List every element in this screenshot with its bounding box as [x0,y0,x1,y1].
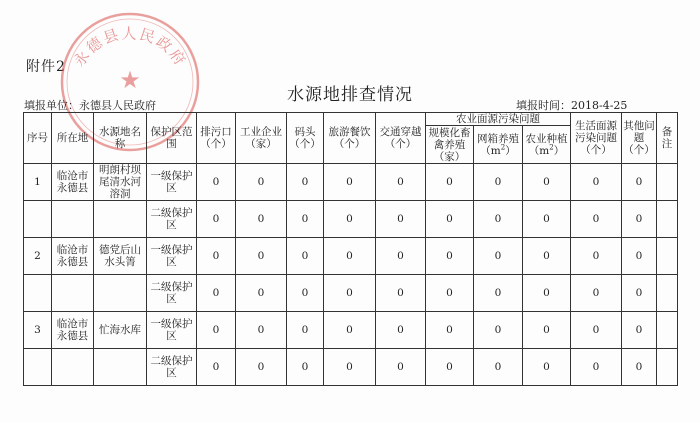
source-name-cell [94,349,147,386]
seq-cell [24,275,52,312]
value-cell: 0 [287,312,324,349]
crop-unit: m [539,144,550,157]
value-cell: 0 [236,201,287,238]
value-cell: 0 [376,312,426,349]
value-cell: 0 [287,238,324,275]
location-cell [52,201,94,238]
value-cell: 0 [236,312,287,349]
value-cell: 0 [324,312,376,349]
value-cell: 0 [287,275,324,312]
remark-cell [657,312,678,349]
table-row [24,201,678,238]
remark-cell [657,238,678,275]
survey-table [23,112,678,386]
crop-unit-exp: 2 [549,143,554,151]
filling-unit: 填报单位：永德县人民政府 [24,99,156,112]
value-cell: 0 [236,349,287,386]
value-cell: 0 [571,312,622,349]
value-cell: 0 [324,201,376,238]
table-row [24,238,678,275]
remark-cell [657,201,678,238]
header-domestic: 生活面源污染问题（个） [571,113,622,164]
source-name-cell: 忙海水库 [94,312,147,349]
value-cell: 0 [622,164,657,201]
remark-cell [657,164,678,201]
value-cell: 0 [287,349,324,386]
zone-cell: 一级保护区 [147,164,197,201]
source-name-cell [94,201,147,238]
header-seq: 序号 [24,113,52,164]
value-cell: 0 [236,275,287,312]
remark-cell [657,275,678,312]
value-cell: 0 [287,164,324,201]
value-cell: 0 [324,275,376,312]
zone-cell: 二级保护区 [147,349,197,386]
table-row [24,312,678,349]
source-name-cell: 德党后山水头箐 [94,238,147,275]
value-cell: 0 [571,164,622,201]
value-cell: 0 [474,349,523,386]
value-cell: 0 [287,201,324,238]
value-cell: 0 [622,201,657,238]
value-cell: 0 [523,164,571,201]
table-row [24,164,678,201]
header-zone: 保护区范围 [147,113,197,164]
crop-label: 农业种植 [525,132,568,145]
location-cell: 临沧市永德县 [52,312,94,349]
value-cell: 0 [426,275,474,312]
net-farming-unit-exp: 2 [500,143,506,151]
filling-time: 填报时间：2018-4-25 [516,99,628,112]
value-cell: 0 [571,349,622,386]
value-cell: 0 [324,349,376,386]
source-name-cell [94,275,147,312]
header-industry: 工业企业（家） [236,113,287,164]
value-cell: 0 [474,275,523,312]
net-farming-unit: m [490,144,501,157]
header-remark: 备注 [657,113,678,164]
location-cell [52,275,94,312]
value-cell: 0 [523,312,571,349]
value-cell: 0 [426,349,474,386]
table-row [24,275,678,312]
value-cell: 0 [474,164,523,201]
seal-text: 永德县人民政府 [69,24,191,71]
header-outfall: 排污口（个） [197,113,236,164]
value-cell: 0 [622,275,657,312]
header-livestock: 规模化畜禽养殖（家） [426,126,474,164]
value-cell: 0 [376,201,426,238]
value-cell: 0 [426,312,474,349]
value-cell: 0 [197,312,236,349]
header-tourism: 旅游餐饮（个） [324,113,376,164]
table-row [24,349,678,386]
header-source-name: 水源地名称 [94,113,147,164]
seq-cell [24,349,52,386]
value-cell: 0 [622,349,657,386]
attachment-label: 附件2 [26,59,66,75]
net-farming-label: 网箱养殖 [477,132,519,145]
value-cell: 0 [197,275,236,312]
value-cell: 0 [426,201,474,238]
header-location: 所在地 [52,113,94,164]
value-cell: 0 [236,164,287,201]
value-cell: 0 [622,312,657,349]
official-seal [55,0,205,92]
value-cell: 0 [571,238,622,275]
zone-cell: 二级保护区 [147,201,197,238]
seq-cell: 1 [24,164,52,201]
seq-cell: 2 [24,238,52,275]
value-cell: 0 [197,349,236,386]
page-title: 水源地排查情况 [287,85,413,105]
zone-cell: 一级保护区 [147,238,197,275]
zone-cell: 二级保护区 [147,275,197,312]
value-cell: 0 [376,275,426,312]
value-cell: 0 [474,312,523,349]
header-net-farming: 网箱养殖 $(m^2)$ [474,126,523,164]
header-dock: 码头（个） [287,113,324,164]
value-cell: 0 [376,164,426,201]
value-cell: 0 [571,275,622,312]
header-other: 其他问题（个） [622,113,657,164]
remark-cell [657,349,678,386]
value-cell: 0 [376,238,426,275]
location-cell [52,349,94,386]
source-name-cell: 明朗村坝尾清水河溶洞 [94,164,147,201]
value-cell: 0 [426,238,474,275]
value-cell: 0 [376,349,426,386]
value-cell: 0 [426,164,474,201]
seq-cell [24,201,52,238]
seq-cell: 3 [24,312,52,349]
value-cell: 0 [523,275,571,312]
value-cell: 0 [571,201,622,238]
value-cell: 0 [523,201,571,238]
value-cell: 0 [523,238,571,275]
header-agri-group: 农业面源污染问题 [426,113,571,126]
value-cell: 0 [324,238,376,275]
value-cell: 0 [236,238,287,275]
header-traffic: 交通穿越（个） [376,113,426,164]
location-cell: 临沧市永德县 [52,164,94,201]
value-cell: 0 [197,238,236,275]
svg-text:永德县人民政府 [70,24,190,70]
value-cell: 0 [197,164,236,201]
value-cell: 0 [622,238,657,275]
header-crop: 农业种植 $(m^2)$ [523,126,571,164]
value-cell: 0 [474,201,523,238]
zone-cell: 一级保护区 [147,312,197,349]
value-cell: 0 [197,201,236,238]
value-cell: 0 [523,349,571,386]
seal-star-icon: ★ [119,66,141,94]
value-cell: 0 [474,238,523,275]
location-cell: 临沧市永德县 [52,238,94,275]
value-cell: 0 [324,164,376,201]
